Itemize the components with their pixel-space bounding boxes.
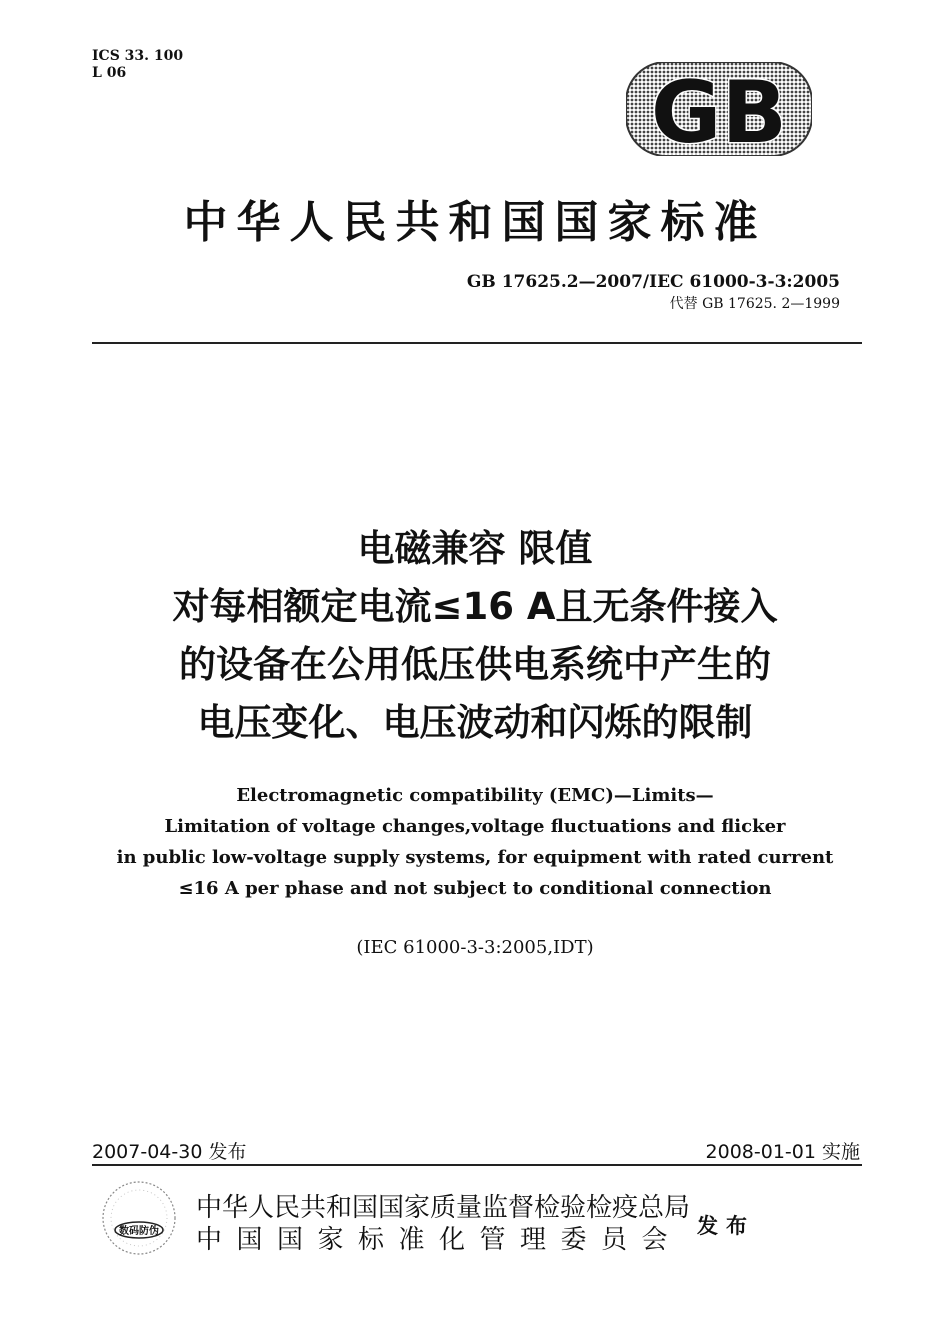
- anti-counterfeit-seal: [95, 1178, 183, 1258]
- title-en-line: in public low-voltage supply systems, for equipment with rated current: [116, 847, 834, 868]
- title-en-line: Electromagnetic compatibility (EMC)—Limits—: [236, 785, 714, 806]
- ics-code: ICS 33. 100: [92, 48, 184, 64]
- issue-date: 2007-04-30 发布: [92, 1141, 247, 1163]
- issuer-sac: 中国国家标准化管理委员会: [196, 1225, 683, 1255]
- gb-logo-text: GB: [650, 63, 788, 156]
- replaces-standard: 代替 GB 17625. 2—1999: [669, 296, 840, 312]
- title-cn-line: 电压变化、电压波动和闪烁的限制: [197, 701, 753, 744]
- title-cn-line: 的设备在公用低压供电系统中产生的: [179, 643, 771, 686]
- national-standard-title: 中华人民共和国国家标准: [183, 197, 767, 248]
- title-en-line: ≤16 A per phase and not subject to conditional connection: [178, 878, 772, 899]
- title-en-line: Limitation of voltage changes,voltage fluctuations and flicker: [164, 816, 786, 837]
- footer-divider: [92, 1164, 862, 1166]
- header-divider: [92, 342, 862, 344]
- standard-number: GB 17625.2—2007/IEC 61000-3-3:2005: [466, 272, 840, 292]
- publish-label: 发布: [697, 1214, 755, 1238]
- issuing-authorities: [196, 1192, 690, 1256]
- classification-codes: [92, 48, 183, 82]
- seal-label: 数码防伪: [119, 1226, 159, 1237]
- issuer-aqsiq: 中华人民共和国国家质量监督检验检疫总局: [196, 1193, 691, 1223]
- equivalence-note: (IEC 61000-3-3:2005,IDT): [356, 937, 594, 958]
- ccs-code: L 06: [92, 65, 127, 81]
- title-cn-line: 电磁兼容 限值: [357, 527, 593, 570]
- title-cn-line: 对每相额定电流≤16 A且无条件接入: [172, 585, 778, 628]
- title-english: [0, 780, 950, 904]
- gb-logo: [626, 62, 812, 156]
- title-chinese: [0, 520, 950, 752]
- implementation-date: 2008-01-01 实施: [705, 1141, 860, 1163]
